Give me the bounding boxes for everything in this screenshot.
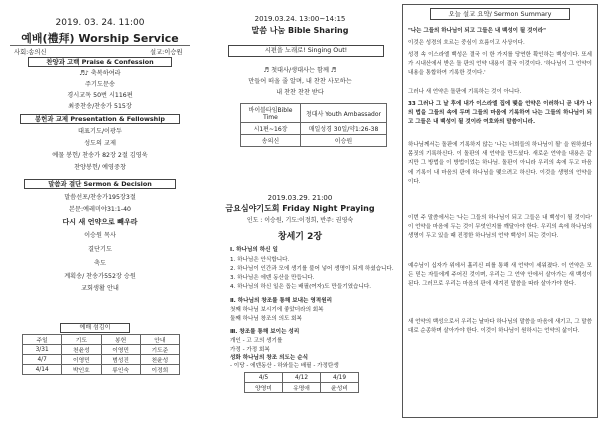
outline-heading: Ⅰ. 하나님의 하신 일: [230, 247, 278, 253]
item: 찬양봉헌/ 예영중창: [74, 164, 126, 171]
section-praise: 찬양과 고백 Praise & Confession: [28, 57, 172, 67]
table-header: 안내: [140, 335, 179, 345]
text-line: ♬ 첫대사/생대사는 함께 ♬: [263, 67, 337, 74]
item: 결단기도: [88, 246, 112, 253]
table-header: 봉헌: [101, 335, 140, 345]
chapter-title: 창세기 2장: [277, 232, 323, 242]
grid-cell: 매일성경 30일/약1:26-38: [301, 123, 387, 135]
table-cell: 4/14: [23, 365, 62, 375]
summary-title: 오늘 설교 요약/ Sermon Summary: [430, 8, 570, 20]
outline-item: 4. 하나님의 하신 일은 돕는 배필(여자)도 만들기였습니다.: [230, 284, 372, 290]
grid-header: 4/12: [283, 373, 321, 383]
table-cell: 박인호: [62, 365, 101, 375]
outline-item: 1. 하나님은 안식합니다.: [230, 257, 290, 263]
divider: [10, 45, 190, 46]
item: 축도: [94, 260, 106, 267]
item: 경시교독 50번 시116편: [67, 92, 133, 99]
summary-column: [400, 0, 600, 424]
grid-cell: 윤성비: [321, 383, 359, 393]
grid-cell: 이승원: [301, 135, 387, 147]
table-cell: 이영민: [101, 345, 140, 355]
item: 교회생활 안내: [81, 285, 119, 292]
sharing-column: [200, 0, 400, 424]
grid-header: 4/5: [245, 373, 283, 383]
outline-heading: Ⅱ. 하나님의 창조를 통해 보내는 영적원리: [230, 298, 333, 304]
sharing-date: 2019.03.24. 13:00~14:15: [254, 15, 346, 23]
usher-title: 예배 섬김이: [60, 323, 130, 333]
table-cell: 천윤성: [62, 345, 101, 355]
item: 예물 봉헌/ 찬송가 82장 2절 김영욱: [52, 152, 148, 159]
officiant: 사회:송의신: [14, 49, 47, 56]
praying-date: 2019.03.29. 21:00: [267, 194, 333, 202]
summary-verse: 33 그러나 그 날 후에 내가 이스라엘 집에 맺을 언약은 이러하니 곧 내가 나의 법을 그들의 속에 두며 그들의 마음에 기록하여 나는 그들의 하나님이 되고 그들은 내 백성이 될 것이라 여호와의 말씀이니라.: [408, 101, 592, 126]
item: 대표기도/이광두: [78, 128, 122, 135]
table-header: 기도: [62, 335, 101, 345]
section-sermon: 말씀과 결단 Sermon & Decision: [24, 179, 176, 189]
table-header: 주일: [23, 335, 62, 345]
summary-paragraph: 이것은 성경의 흐르는 중심이 흐름이고 사상이다.: [408, 40, 525, 46]
praying-title: 금요심야기도회 Friday Night Praying: [225, 204, 375, 213]
outline-item: 3. 하나님은 에덴 동산을 만듭니다.: [230, 275, 315, 281]
praying-schedule: [244, 372, 359, 393]
praying-persons: 인도 : 이승원, 기도:이정희, 반주: 권영숙: [246, 217, 354, 224]
summary-paragraph: 새 언약의 백성으로서 우리는 날마다 하나님의 말씀을 마음에 새기고, 그 말씀대로 순종하며 살아가야 한다. 이것이 하나님이 원하시는 언약의 삶이다.: [408, 319, 592, 335]
table-cell: 이정희: [140, 365, 179, 375]
item: 이승원 목사: [84, 232, 116, 239]
item: 최중찬송/찬송가 515장: [68, 103, 132, 110]
grid-cell: 시1편~16장: [241, 123, 301, 135]
outline-item: - 이당 - 에덴동산 - 하와들는 배필 - 가정탄생: [230, 363, 339, 369]
worship-title: 예배(禮拜) Worship Service: [21, 32, 179, 45]
table-cell: 4/7: [23, 355, 62, 365]
item: 말씀선포/찬송가195장3절: [64, 194, 136, 201]
outline-item: 둘째 하나님 창조의 의도 회복: [230, 316, 302, 322]
summary-paragraph: 이번 주 말씀에서는 '나는 그들의 하나님이 되고 그들은 내 백성이 될 것이다' 이 언약을 마음에 두는 것이 무엇인지를 깨달아야 한다. 우리의 속에 하나님의 생명이 두고 있을 때 진정한 하나님의 언약 백성이 되는 것이다.: [408, 215, 592, 240]
outline-heading: 성화 하나님의 창조 의도는 순식: [230, 355, 309, 361]
grid-header: 4/19: [321, 373, 359, 383]
item: ♬♪ 축복하여라: [79, 70, 121, 77]
summary-verse: "나는 그들의 하나님이 되고 그들은 내 백성이 될 것이라": [408, 28, 546, 34]
item: 주기도문송: [85, 81, 115, 88]
summary-paragraph: 그러나 새 언약은 돌판에 기록하는 것이 아니다.: [408, 89, 522, 95]
table-cell: 류인숙: [101, 365, 140, 375]
item: 계획송/ 찬송가552장 승원: [64, 273, 136, 280]
item: 성도의 교제: [84, 140, 116, 147]
grid-header: 바이블타임Bible Time: [241, 104, 301, 123]
usher-table: [22, 334, 180, 375]
summary-paragraph: 성경 속 이스라엘 백성은 결국 이 한 가지를 당연한 확인하는 백성이다. 또세가 시내산에서 받은 돌 판의 언약 내용이 결국 이것이다. '하나님이 그 언약이 내용을 통합하여 기록한 것이다.': [408, 52, 592, 77]
table-cell: 3/31: [23, 345, 62, 355]
item: 본문:예레미야31:1-40: [69, 206, 131, 213]
table-cell: 기도준: [140, 345, 179, 355]
summary-paragraph: 예수님이 십자가 위에서 흘리신 피를 통해 새 언약이 세워졌다. 이 언약은 모든 믿는 자들에게 주어진 것이며, 우리는 그 언약 안에서 살아가는 새 백성이 된다. 그러므로 우리는 마음의 판에 새겨진 말씀을 따라 살아가야 한다.: [408, 263, 592, 288]
worship-date: 2019. 03. 24. 11:00: [55, 18, 145, 28]
outline-item: 2. 하나님이 인간과 모에 생기를 불어 넣어 생명이 되게 하셨습니다.: [230, 266, 394, 272]
grid-cell: 송의신: [241, 135, 301, 147]
outline-item: 가정 - 가정 회복: [230, 347, 270, 353]
worship-column: [0, 0, 200, 424]
table-cell: 범성진: [101, 355, 140, 365]
grid-header: 청대사 Youth Ambassador: [301, 104, 387, 123]
outline-heading: Ⅲ. 창조를 통해 보이는 성리: [230, 329, 300, 335]
text-line: 내 찬찬 찬찬 받다: [276, 89, 324, 96]
grid-cell: 유명애: [283, 383, 321, 393]
outline-item: 개인 - 고 고의 생기를: [230, 338, 283, 344]
sermon-title: 다시 새 언약으로 빼우라: [62, 218, 138, 226]
table-cell: 이영민: [62, 355, 101, 365]
section-presentation: 봉헌과 교제 Presentation & Fellowship: [20, 114, 180, 124]
text-line: 만들어 떠올 줄 알며, 내 찬찬 사모하는: [248, 78, 352, 85]
summary-paragraph: 하나님께서는 돌판에 기록하지 않는 '나는 너희들의 하나님이 될' 을 원하셨다 몸짓의 기록하신다. 이 돌판의 새 언약을 만드셨다. 새로운 언약을 내용은 같지만 그 방법을 이 방법이었는 하나님. 돌판이 아니라 우리의 속에 두고 마음에 기록이 내 마음의 판에 하나님을 맺으려고 하신다. 이것을 생명의 언약을 이다.: [408, 142, 592, 185]
table-cell: 천윤성: [140, 355, 179, 365]
sharing-banner: 시편을 노래로! Singing Out!: [228, 45, 384, 57]
outline-item: 첫째 하나님 보시기에 좋았더라의 회복: [230, 307, 324, 313]
grid-cell: 양영미: [245, 383, 283, 393]
sharing-title: 말씀 나눔 Bible Sharing: [251, 26, 349, 35]
preacher: 설교:이승원: [150, 49, 183, 56]
bible-time-grid: [240, 103, 387, 147]
